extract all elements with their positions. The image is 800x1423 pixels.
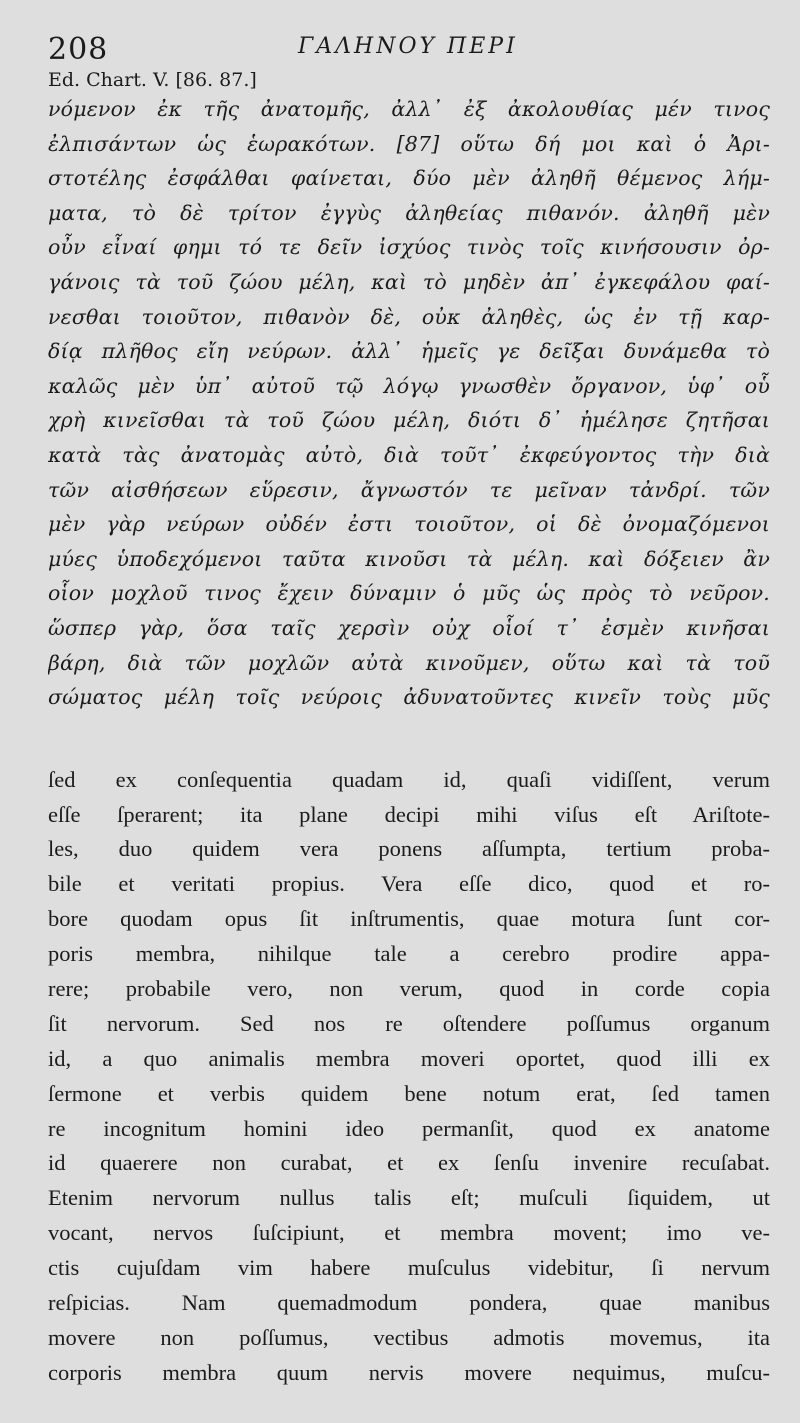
edition-reference: Ed. Chart. V. [86. 87.] [48, 69, 257, 91]
greek-line: γάνοις τὰ τοῦ ζώου μέλη, καὶ τὸ μηδὲν ἀπ᾿ ἐγκεφάλου φαί- [48, 269, 770, 294]
greek-line: στοτέλης ἐσφάλθαι φαίνεται, δύο μὲν ἀληθῆ θέμενος λήμ- [48, 166, 770, 191]
latin-line: vocant, nervos ſuſcipiunt, et membra movent; imo ve- [48, 1220, 770, 1246]
latin-line: Etenim nervorum nullus talis eſt; muſculi ſiquidem, ut [48, 1185, 770, 1211]
greek-line: τῶν αἰσθήσεων εὕρεσιν, ἄγνωστόν τε μεῖναν τἀνδρί. τῶν [48, 477, 770, 502]
greek-line: οὖν εἶναί φημι τό τε δεῖν ἰσχύος τινὸς τοῖς κινήσουσιν ὀρ- [48, 235, 770, 260]
greek-line: ἐλπισάντων ὡς ἑωρακότων. [87] οὕτω δή μοι καὶ ὁ Ἀρι- [48, 131, 770, 156]
greek-line: χρὴ κινεῖσθαι τὰ τοῦ ζώου μέλη, διότι δ᾿ ἠμέλησε ζητῆσαι [48, 408, 770, 433]
greek-line: μύες ὑποδεχόμενοι ταῦτα κινοῦσι τὰ μέλη. καὶ δόξειεν ἂν [48, 546, 770, 571]
running-head [48, 26, 770, 66]
greek-line: βάρη, διὰ τῶν μοχλῶν αὐτὰ κινοῦμεν, οὕτω καὶ τὰ τοῦ [48, 650, 770, 675]
greek-line: κατὰ τὰς ἀνατομὰς αὐτὸ, διὰ τοῦτ᾿ ἐκφεύγοντος τὴν διὰ [48, 442, 770, 467]
greek-line: μὲν γὰρ νεύρων οὐδέν ἐστι τοιοῦτον, οἱ δὲ ὀνομαζόμενοι [48, 512, 770, 537]
latin-line: poris membra, nihilque tale a cerebro prodire appa- [48, 941, 770, 967]
greek-line: καλῶς μὲν ὑπ᾿ αὐτοῦ τῷ λόγῳ γνωσθὲν ὄργανον, ὑφ᾿ οὗ [48, 373, 770, 398]
greek-line: οἷον μοχλοῦ τινος ἔχειν δύναμιν ὁ μῦς ὡς πρὸς τὸ νεῦρον. [48, 581, 770, 606]
latin-line: reſpicias. Nam quemadmodum pondera, quae manibus [48, 1290, 770, 1316]
latin-line: re incognitum homini ideo permanſit, quod ex anatome [48, 1115, 770, 1141]
greek-text [48, 92, 770, 715]
latin-line: id, a quo animalis membra moveri oportet, quod illi ex [48, 1045, 770, 1071]
latin-line: movere non poſſumus, vectibus admotis movemus, ita [48, 1324, 770, 1350]
latin-line: ſed ex conſequentia quadam id, quaſi vidiſſent, verum [48, 766, 770, 792]
greek-line: νόμενον ἐκ τῆς ἀνατομῆς, ἀλλ᾿ ἐξ ἀκολουθίας μέν τινος [48, 97, 770, 121]
greek-line: ματα, τὸ δὲ τρίτον ἐγγὺς ἀληθείας πιθανόν. ἀληθῆ μὲν [48, 200, 770, 225]
page-number: 208 [48, 32, 109, 67]
latin-line: ſermone et verbis quidem bene notum erat, ſed tamen [48, 1080, 770, 1106]
latin-line: corporis membra quum nervis movere nequimus, muſcu- [48, 1359, 770, 1385]
latin-line: ſit nervorum. Sed nos re oſtendere poſſumus organum [48, 1010, 770, 1036]
greek-line: δίᾳ πλῆθος εἴη νεύρων. ἀλλ᾿ ἡμεῖς γε δεῖξαι δυνάμεθα τὸ [48, 339, 770, 364]
greek-line: νεσθαι τοιοῦτον, πιθανὸν δὲ, οὐκ ἀληθὲς, ὡς ἐν τῇ καρ- [48, 304, 770, 329]
latin-line: bile et veritati propius. Vera eſſe dico, quod et ro- [48, 871, 770, 897]
latin-line: les, duo quidem vera ponens aſſumpta, tertium proba- [48, 836, 770, 862]
latin-text [48, 763, 770, 1391]
greek-line: σώματος μέλη τοῖς νεύροις ἀδυνατοῦντες κινεῖν τοὺς μῦς [48, 685, 770, 710]
latin-line: bore quodam opus ſit inſtrumentis, quae motura ſunt cor- [48, 906, 770, 932]
latin-line: rere; probabile vero, non verum, quod in corde copia [48, 976, 770, 1002]
latin-line: id quaerere non curabat, et ex ſenſu invenire recuſabat. [48, 1150, 770, 1176]
latin-line: eſſe ſperarent; ita plane decipi mihi viſus eſt Ariſtote- [48, 801, 770, 827]
greek-line: ὥσπερ γὰρ, ὅσα ταῖς χερσὶν οὐχ οἷοί τ᾿ ἐσμὲν κινῆσαι [48, 615, 770, 640]
running-title: ΓΑΛΗΝΟΥ ΠΕΡΙ [298, 34, 518, 59]
latin-line: ctis cujuſdam vim habere muſculus videbitur, ſi nervum [48, 1255, 770, 1281]
